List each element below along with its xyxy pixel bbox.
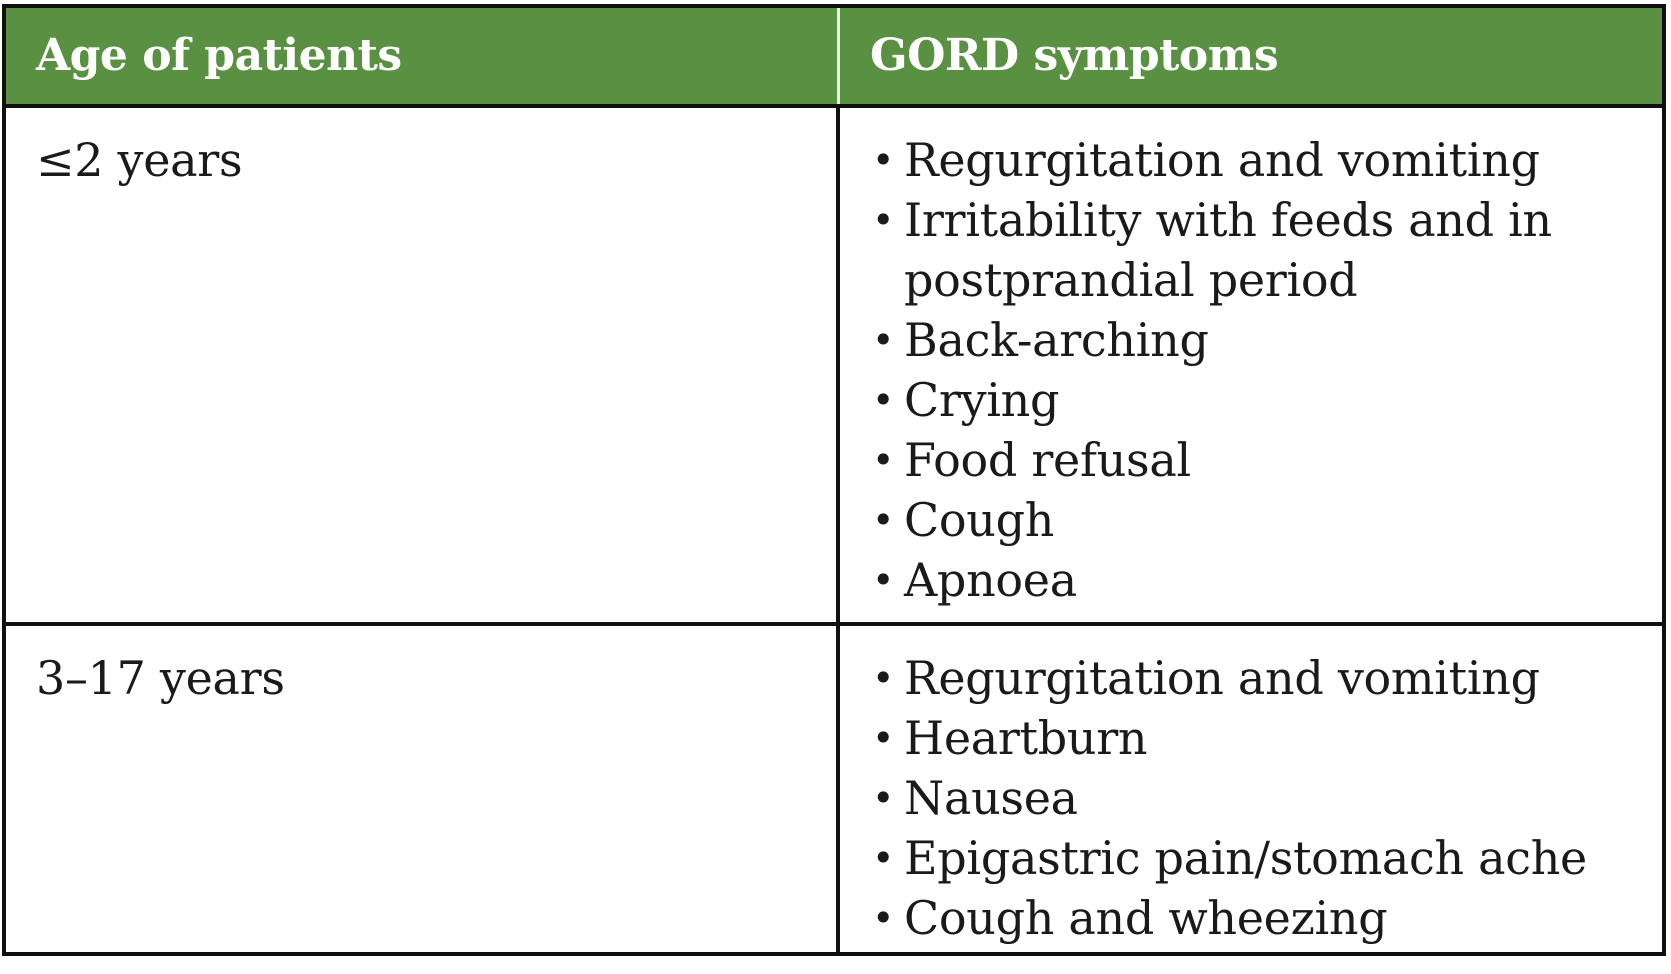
table-row [6,108,1662,626]
bullet-icon: • [872,198,895,242]
table-header-row [6,8,1662,108]
symptoms-cell [840,108,1662,622]
symptom-item [870,648,1644,708]
symptom-text: Heartburn [904,711,1148,765]
symptom-text: Crying [904,373,1060,427]
gord-symptoms-table [2,4,1666,956]
symptom-item [870,430,1644,490]
age-group-label: 3–17 years [36,651,285,705]
bullet-icon: • [872,656,895,700]
symptom-text: Irritability with feeds and in postprandial period [904,193,1552,307]
table-row [6,626,1662,952]
header-cell-age [6,8,840,104]
symptom-item [870,130,1644,190]
age-cell [6,626,840,952]
bullet-icon: • [872,378,895,422]
symptom-text: Nausea [904,771,1078,825]
header-symptoms-label: GORD symptoms [870,30,1279,81]
bullet-icon: • [872,716,895,760]
symptom-item [870,310,1644,370]
bullet-icon: • [872,836,895,880]
symptom-text: Regurgitation and vomiting [904,651,1540,705]
header-cell-symptoms [840,8,1662,104]
header-age-label: Age of patients [36,30,402,81]
symptom-item [870,888,1644,948]
symptom-list [870,626,1662,948]
symptom-text: Food refusal [904,433,1191,487]
symptom-text: Apnoea [904,553,1077,607]
age-group-label: ≤2 years [36,133,243,187]
bullet-icon: • [872,558,895,602]
bullet-icon: • [872,498,895,542]
symptom-text: Epigastric pain/stomach ache [904,831,1587,885]
bullet-icon: • [872,438,895,482]
symptom-item [870,190,1644,310]
symptom-text: Regurgitation and vomiting [904,133,1540,187]
symptom-item [870,550,1644,610]
bullet-icon: • [872,138,895,182]
symptom-text: Back-arching [904,313,1209,367]
symptom-item [870,708,1644,768]
symptom-item [870,490,1644,550]
symptom-text: Cough [904,493,1055,547]
bullet-icon: • [872,896,895,940]
bullet-icon: • [872,776,895,820]
symptoms-cell [840,626,1662,952]
age-cell [6,108,840,622]
symptom-list [870,108,1662,610]
symptom-item [870,768,1644,828]
symptom-item [870,828,1644,888]
symptom-item [870,370,1644,430]
symptom-text: Cough and wheezing [904,891,1388,945]
bullet-icon: • [872,318,895,362]
